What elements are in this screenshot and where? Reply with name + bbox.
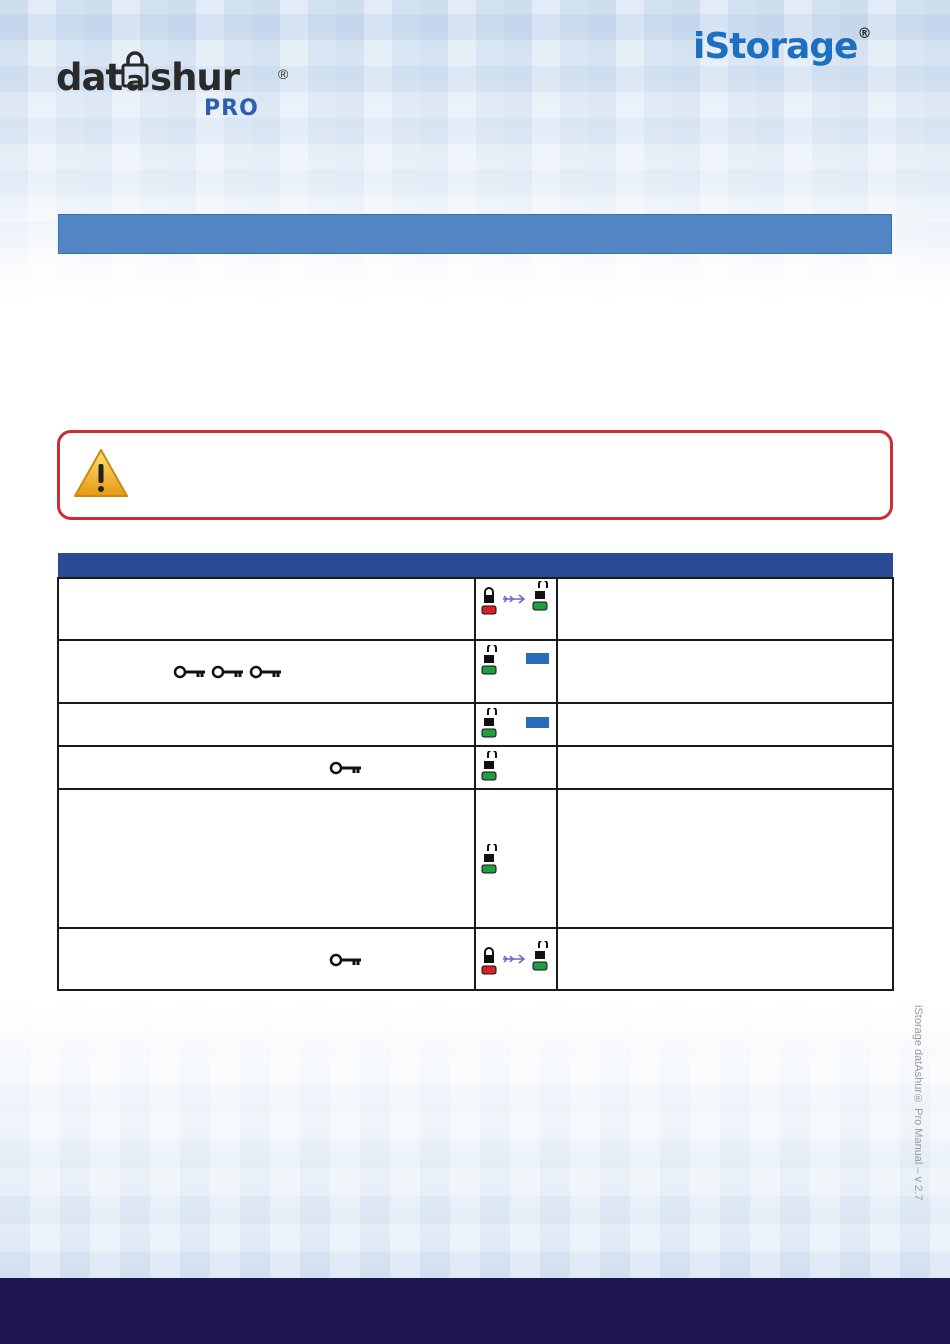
led-cell — [475, 578, 557, 640]
table-row — [58, 703, 893, 746]
warning-icon — [72, 447, 130, 499]
manual-version-note: iStorage datAshur® Pro Manual – v 2.7 — [912, 1005, 924, 1201]
locked-red-led-icon — [481, 945, 497, 975]
led-sequence-table — [57, 553, 894, 991]
blue-led-icon — [526, 717, 549, 728]
warning-box — [57, 430, 893, 520]
unlocked-green-led-icon — [532, 941, 548, 971]
state-cell — [557, 578, 893, 640]
transition-arrow-icon — [502, 594, 528, 604]
led-cell — [475, 746, 557, 789]
instruction-cell — [58, 703, 475, 746]
led-cell — [475, 703, 557, 746]
led-cell — [475, 928, 557, 990]
key-icon — [211, 665, 245, 681]
footer-background — [0, 1000, 950, 1280]
key-icon — [249, 665, 283, 681]
instruction-cell — [58, 640, 475, 703]
unlocked-green-led-icon — [532, 581, 548, 611]
table-row — [58, 746, 893, 789]
led-cell — [475, 640, 557, 703]
key-icon — [329, 953, 363, 969]
table-row — [58, 928, 893, 990]
instruction-cell — [58, 578, 475, 640]
footer-band — [0, 1278, 950, 1344]
table-row — [58, 640, 893, 703]
transition-arrow-icon — [502, 954, 528, 964]
locked-red-led-icon — [481, 585, 497, 615]
datashur-pro-logo: dat a shur ® PRO — [56, 56, 301, 126]
state-cell — [557, 640, 893, 703]
istorage-logo: iStorage® — [693, 26, 871, 67]
table-header-row — [58, 553, 893, 578]
instruction-cell — [58, 789, 475, 928]
header-cell-led — [475, 553, 557, 578]
key-icon — [329, 761, 363, 777]
instruction-cell — [58, 928, 475, 990]
table-row — [58, 578, 893, 640]
section-heading-bar — [58, 214, 892, 254]
blue-led-icon — [526, 653, 549, 664]
led-cell — [475, 789, 557, 928]
unlocked-green-led-icon — [481, 751, 497, 781]
state-cell — [557, 789, 893, 928]
header-cell-state — [557, 553, 893, 578]
state-cell — [557, 928, 893, 990]
instruction-cell — [58, 746, 475, 789]
unlocked-green-led-icon — [481, 645, 497, 675]
unlocked-green-led-icon — [481, 708, 497, 738]
unlocked-green-led-icon — [481, 844, 497, 874]
state-cell — [557, 703, 893, 746]
state-cell — [557, 746, 893, 789]
table-row — [58, 789, 893, 928]
key-icon — [173, 665, 207, 681]
header-cell-instructions — [58, 553, 475, 578]
